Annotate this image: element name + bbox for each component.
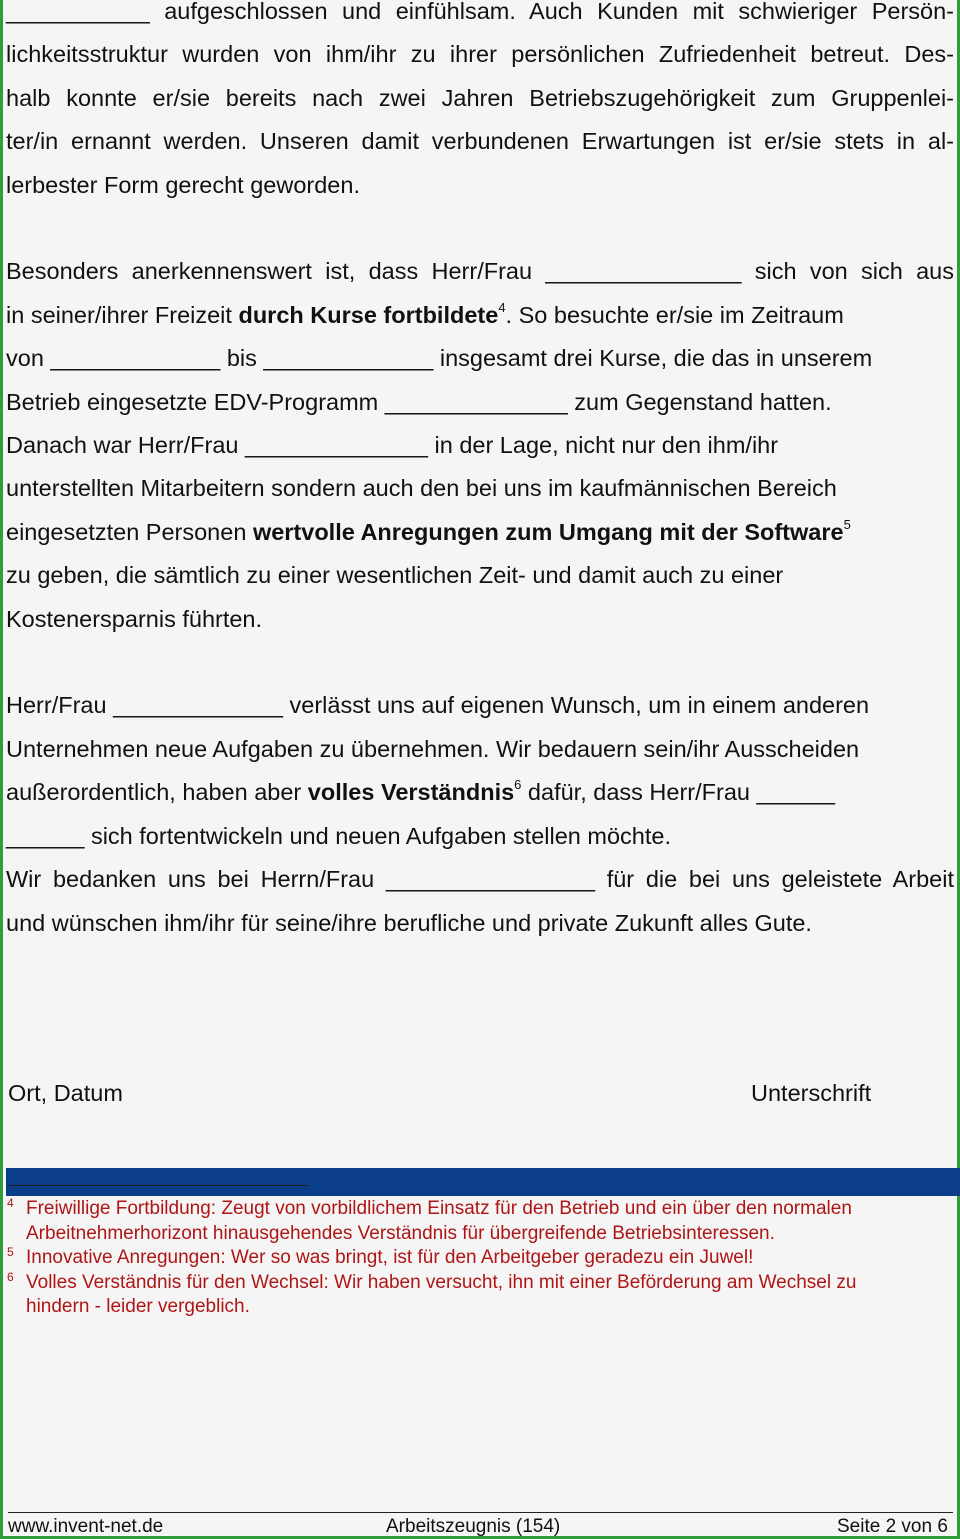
text-line: lerbester Form gerecht geworden.: [6, 171, 360, 198]
text-line: zu geben, die sämtlich zu einer wesentlichen Zeit- und damit auch zu einer: [6, 562, 784, 589]
text-line: Wir bedanken uns bei Herrn/Frau ________________ für die bei uns geleistete Arbeit: [6, 866, 954, 893]
footnote-item: [3, 1197, 958, 1246]
bold-phrase: volles Verständnis: [307, 779, 515, 806]
footnote-text: Freiwillige Fortbildung: Zeugt von vorbildlichem Einsatz für den Betrieb und ein über den normalen: [26, 1198, 852, 1219]
footnote-ref: 5: [843, 517, 851, 533]
text-line: und wünschen ihm/ihr für seine/ihre berufliche und private Zukunft alles Gute.: [6, 909, 812, 936]
footnote-text: hindern - leider vergeblich.: [26, 1296, 250, 1317]
footnote-item: [3, 1246, 958, 1271]
footnote-divider-bar: [6, 1168, 960, 1196]
text-line: ter/in ernannt werden. Unseren damit verbundenen Erwartungen ist er/sie stets in al-: [6, 128, 954, 155]
bold-phrase: wertvolle Anregungen zum Umgang mit der Software: [252, 518, 844, 545]
text-line: Betrieb eingesetzte EDV-Programm ______________ zum Gegenstand hatten.: [6, 388, 832, 415]
text-line: Besonders anerkennenswert ist, dass Herr/Frau _______________ sich von sich aus: [6, 258, 954, 285]
text-line: in seiner/ihrer Freizeit durch Kurse fortbildete$^4$. So besuchte er/sie im Zeitraum: [6, 300, 844, 328]
footnote-number: 4: [7, 1196, 14, 1210]
footnote-rule: [8, 1185, 308, 1186]
footnote-number: 6: [7, 1269, 14, 1284]
paragraph-performance: [6, 0, 954, 207]
text-line: ___________ aufgeschlossen und einfühlsam. Auch Kunden mit schwieriger Persön-: [6, 0, 954, 24]
text-line: ______ sich fortentwickeln und neuen Aufgaben stellen möchte.: [6, 822, 671, 849]
footnote-item: [3, 1271, 958, 1320]
text-line: lichkeitsstruktur wurden von ihm/ihr zu ihrer persönlichen Zufriedenheit betreut. Des-: [6, 41, 954, 68]
footnote-ref: 6: [514, 777, 522, 793]
text-line: Kostenersparnis führten.: [6, 605, 263, 632]
footer-page-number: Seite 2 von 6: [837, 1516, 948, 1537]
bold-phrase: durch Kurse fortbildete: [238, 301, 499, 328]
place-date-label: Ort, Datum: [8, 1080, 123, 1106]
signature-label: Unterschrift: [751, 1080, 872, 1106]
footnotes: [3, 1197, 958, 1320]
footer-rule: [8, 1512, 953, 1513]
text-line: außerordentlich, haben aber volles Verständnis$^6$ dafür, dass Herr/Frau ______: [6, 777, 835, 806]
footnote-ref: 4: [498, 300, 506, 315]
text-line: Unternehmen neue Aufgaben zu übernehmen. Wir bedauern sein/ihr Ausscheiden: [6, 735, 860, 762]
text-line: unterstellten Mitarbeitern sondern auch den bei uns im kaufmännischen Bereich: [6, 475, 837, 502]
paragraph-training: [6, 250, 954, 641]
footnote-text: Arbeitnehmerhorizont hinausgehendes Verständnis für übergreifende Betriebsinteressen.: [26, 1222, 775, 1244]
footnote-text: Innovative Anregungen: Wer so was bringt, ist für den Arbeitgeber geradezu ein Juwel!: [26, 1247, 754, 1268]
text-line: Herr/Frau _____________ verlässt uns auf eigenen Wunsch, um in einem anderen: [6, 692, 870, 719]
footer-website-link[interactable]: www.invent-net.de: [8, 1516, 164, 1537]
footnote-number: 5: [7, 1245, 14, 1259]
body-text: [6, 0, 954, 945]
paragraph-departure: [6, 684, 954, 944]
footnote-text: Volles Verständnis für den Wechsel: Wir haben versucht, ihn mit einer Beförderung am Wechsel zu: [26, 1271, 857, 1293]
footer-document-title: Arbeitszeugnis (154): [386, 1516, 561, 1537]
text-line: eingesetzten Personen wertvolle Anregungen zum Umgang mit der Software$^5$: [6, 517, 851, 545]
text-line: Danach war Herr/Frau ______________ in der Lage, nicht nur den ihm/ihr: [6, 432, 779, 459]
text-line: halb konnte er/sie bereits nach zwei Jahren Betriebszugehörigkeit zum Gruppenlei-: [6, 84, 954, 111]
text-line: von _____________ bis _____________ insgesamt drei Kurse, die das in unserem: [6, 345, 873, 372]
